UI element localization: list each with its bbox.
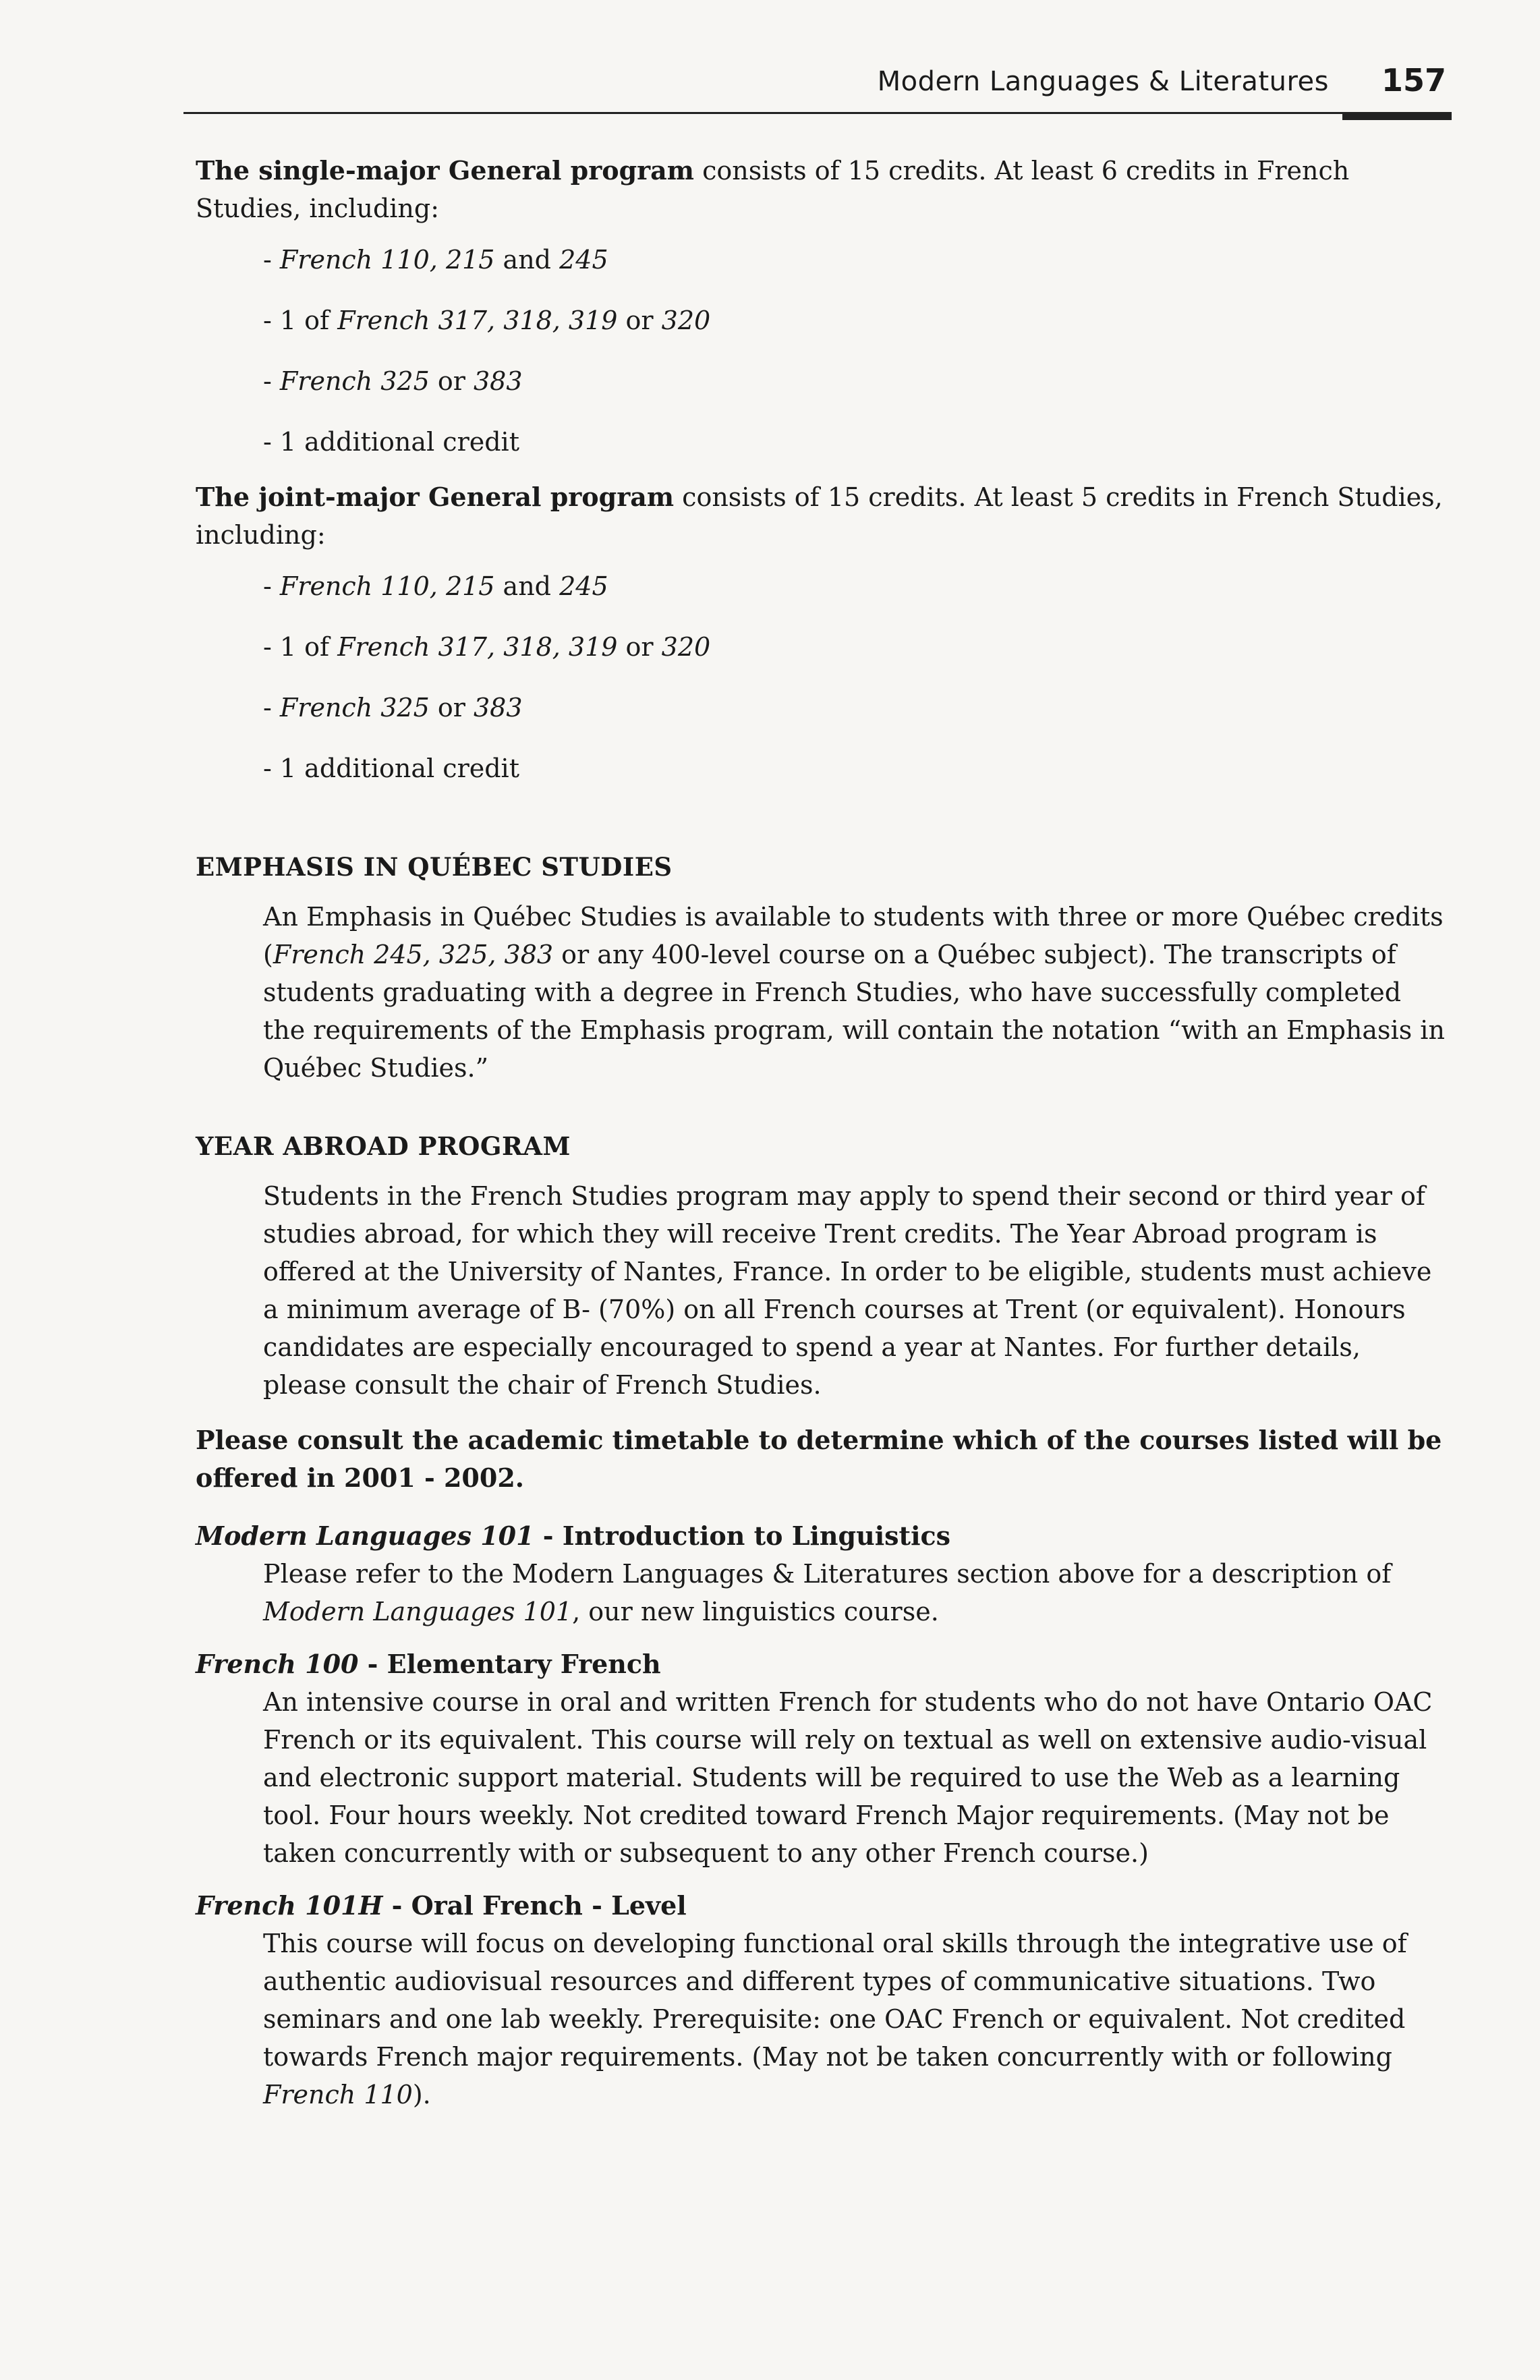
course-description: Please refer to the Modern Languages & Literatures section above for a description of Modern Languages 101, our new linguistics course. xyxy=(263,1559,1392,1626)
requirement-item: - French 110, 215 and 245 xyxy=(263,571,608,601)
course-title xyxy=(196,1645,1450,1683)
course-entry xyxy=(196,1887,1450,2114)
single-major-text: consists of 15 credits. At least 6 credits in French xyxy=(694,156,1350,186)
quebec-paragraph: An Emphasis in Québec Studies is available to students with three or more Québec credits (French 245, 325, 383 or any 400-level course on a Québec subject). The transcripts of students graduating with a degree in French Studies, who have successfully completed the requirements of the Emphasis program, will contain the notation “with an Emphasis in Québec Studies.” xyxy=(263,902,1445,1083)
header-rule-accent xyxy=(1342,112,1452,120)
joint-major-text-2: including: xyxy=(196,520,326,550)
course-code: Modern Languages 101 xyxy=(196,1521,534,1551)
requirement-item: - French 110, 215 and 245 xyxy=(263,245,608,275)
header-rule xyxy=(183,112,1452,114)
course-description: This course will focus on developing functional oral skills through the integrative use of authentic audiovisual resources and different types of communicative situations. Two seminars and one lab weekly. Prerequisite: one OAC French or equivalent. Not credited towards French major requirements. (May not be taken concurrently with or following French 110). xyxy=(263,1929,1407,2109)
joint-major-program xyxy=(196,478,1450,787)
page-header xyxy=(183,62,1452,103)
course-entry xyxy=(196,1517,1450,1631)
course-code: French 101H xyxy=(196,1890,383,1921)
running-head: Modern Languages & Literatures xyxy=(877,66,1329,97)
requirement-item: - French 325 or 383 xyxy=(263,366,523,396)
joint-major-requirements xyxy=(196,567,1450,787)
course-entry xyxy=(196,1645,1450,1872)
joint-major-intro xyxy=(196,478,1450,554)
timetable-notice: Please consult the academic timetable to determine which of the courses listed will be offered in 2001 - 2002. xyxy=(196,1425,1442,1493)
course-title xyxy=(196,1517,1450,1555)
course-code: French 100 xyxy=(196,1649,359,1679)
quebec-studies-section xyxy=(196,848,1450,1087)
single-major-program xyxy=(196,152,1450,461)
joint-major-text: consists of 15 credits. At least 5 credits in French Studies, xyxy=(674,482,1443,512)
single-major-intro xyxy=(196,152,1450,227)
section-heading: YEAR ABROAD PROGRAM xyxy=(196,1131,571,1161)
course-name: - Elementary French xyxy=(358,1649,661,1679)
requirement-item: - 1 additional credit xyxy=(263,427,519,457)
course-name: - Oral French - Level xyxy=(382,1890,687,1921)
course-title xyxy=(196,1887,1450,1925)
course-description: An intensive course in oral and written French for students who do not have Ontario OAC French or its equivalent. This course will rely on textual as well on extensive audio-visual and electronic support material. Students will be required to use the Web as a learning tool. Four hours weekly. Not credited toward French Major requirements. (May not be taken concurrently with or subsequent to any other French course.) xyxy=(263,1687,1433,1868)
requirement-item: - 1 of French 317, 318, 319 or 320 xyxy=(263,306,711,335)
page-number: 157 xyxy=(1381,62,1446,98)
year-abroad-paragraph: Students in the French Studies program may apply to spend their second or third year of studies abroad, for which they will receive Trent credits. The Year Abroad program is offered at the University of Nantes, France. In order to be eligible, students must achieve a minimum average of B- (70%) on all French courses at Trent (or equivalent). Honours candidates are especially encouraged to spend a year at Nantes. For further details, please consult the chair of French Studies. xyxy=(263,1181,1432,1400)
single-major-lead: The single-major General program xyxy=(196,155,694,186)
year-abroad-section xyxy=(196,1127,1450,1404)
course-list xyxy=(196,1517,1450,2114)
single-major-text-2: Studies, including: xyxy=(196,194,440,223)
section-heading: EMPHASIS IN QUÉBEC STUDIES xyxy=(196,852,673,882)
single-major-requirements xyxy=(196,241,1450,461)
page-content xyxy=(196,152,1450,2128)
joint-major-lead: The joint-major General program xyxy=(196,482,675,512)
requirement-item: - 1 additional credit xyxy=(263,754,519,783)
course-name: - Introduction to Linguistics xyxy=(534,1521,951,1551)
requirement-item: - French 325 or 383 xyxy=(263,693,523,722)
requirement-item: - 1 of French 317, 318, 319 or 320 xyxy=(263,632,711,662)
